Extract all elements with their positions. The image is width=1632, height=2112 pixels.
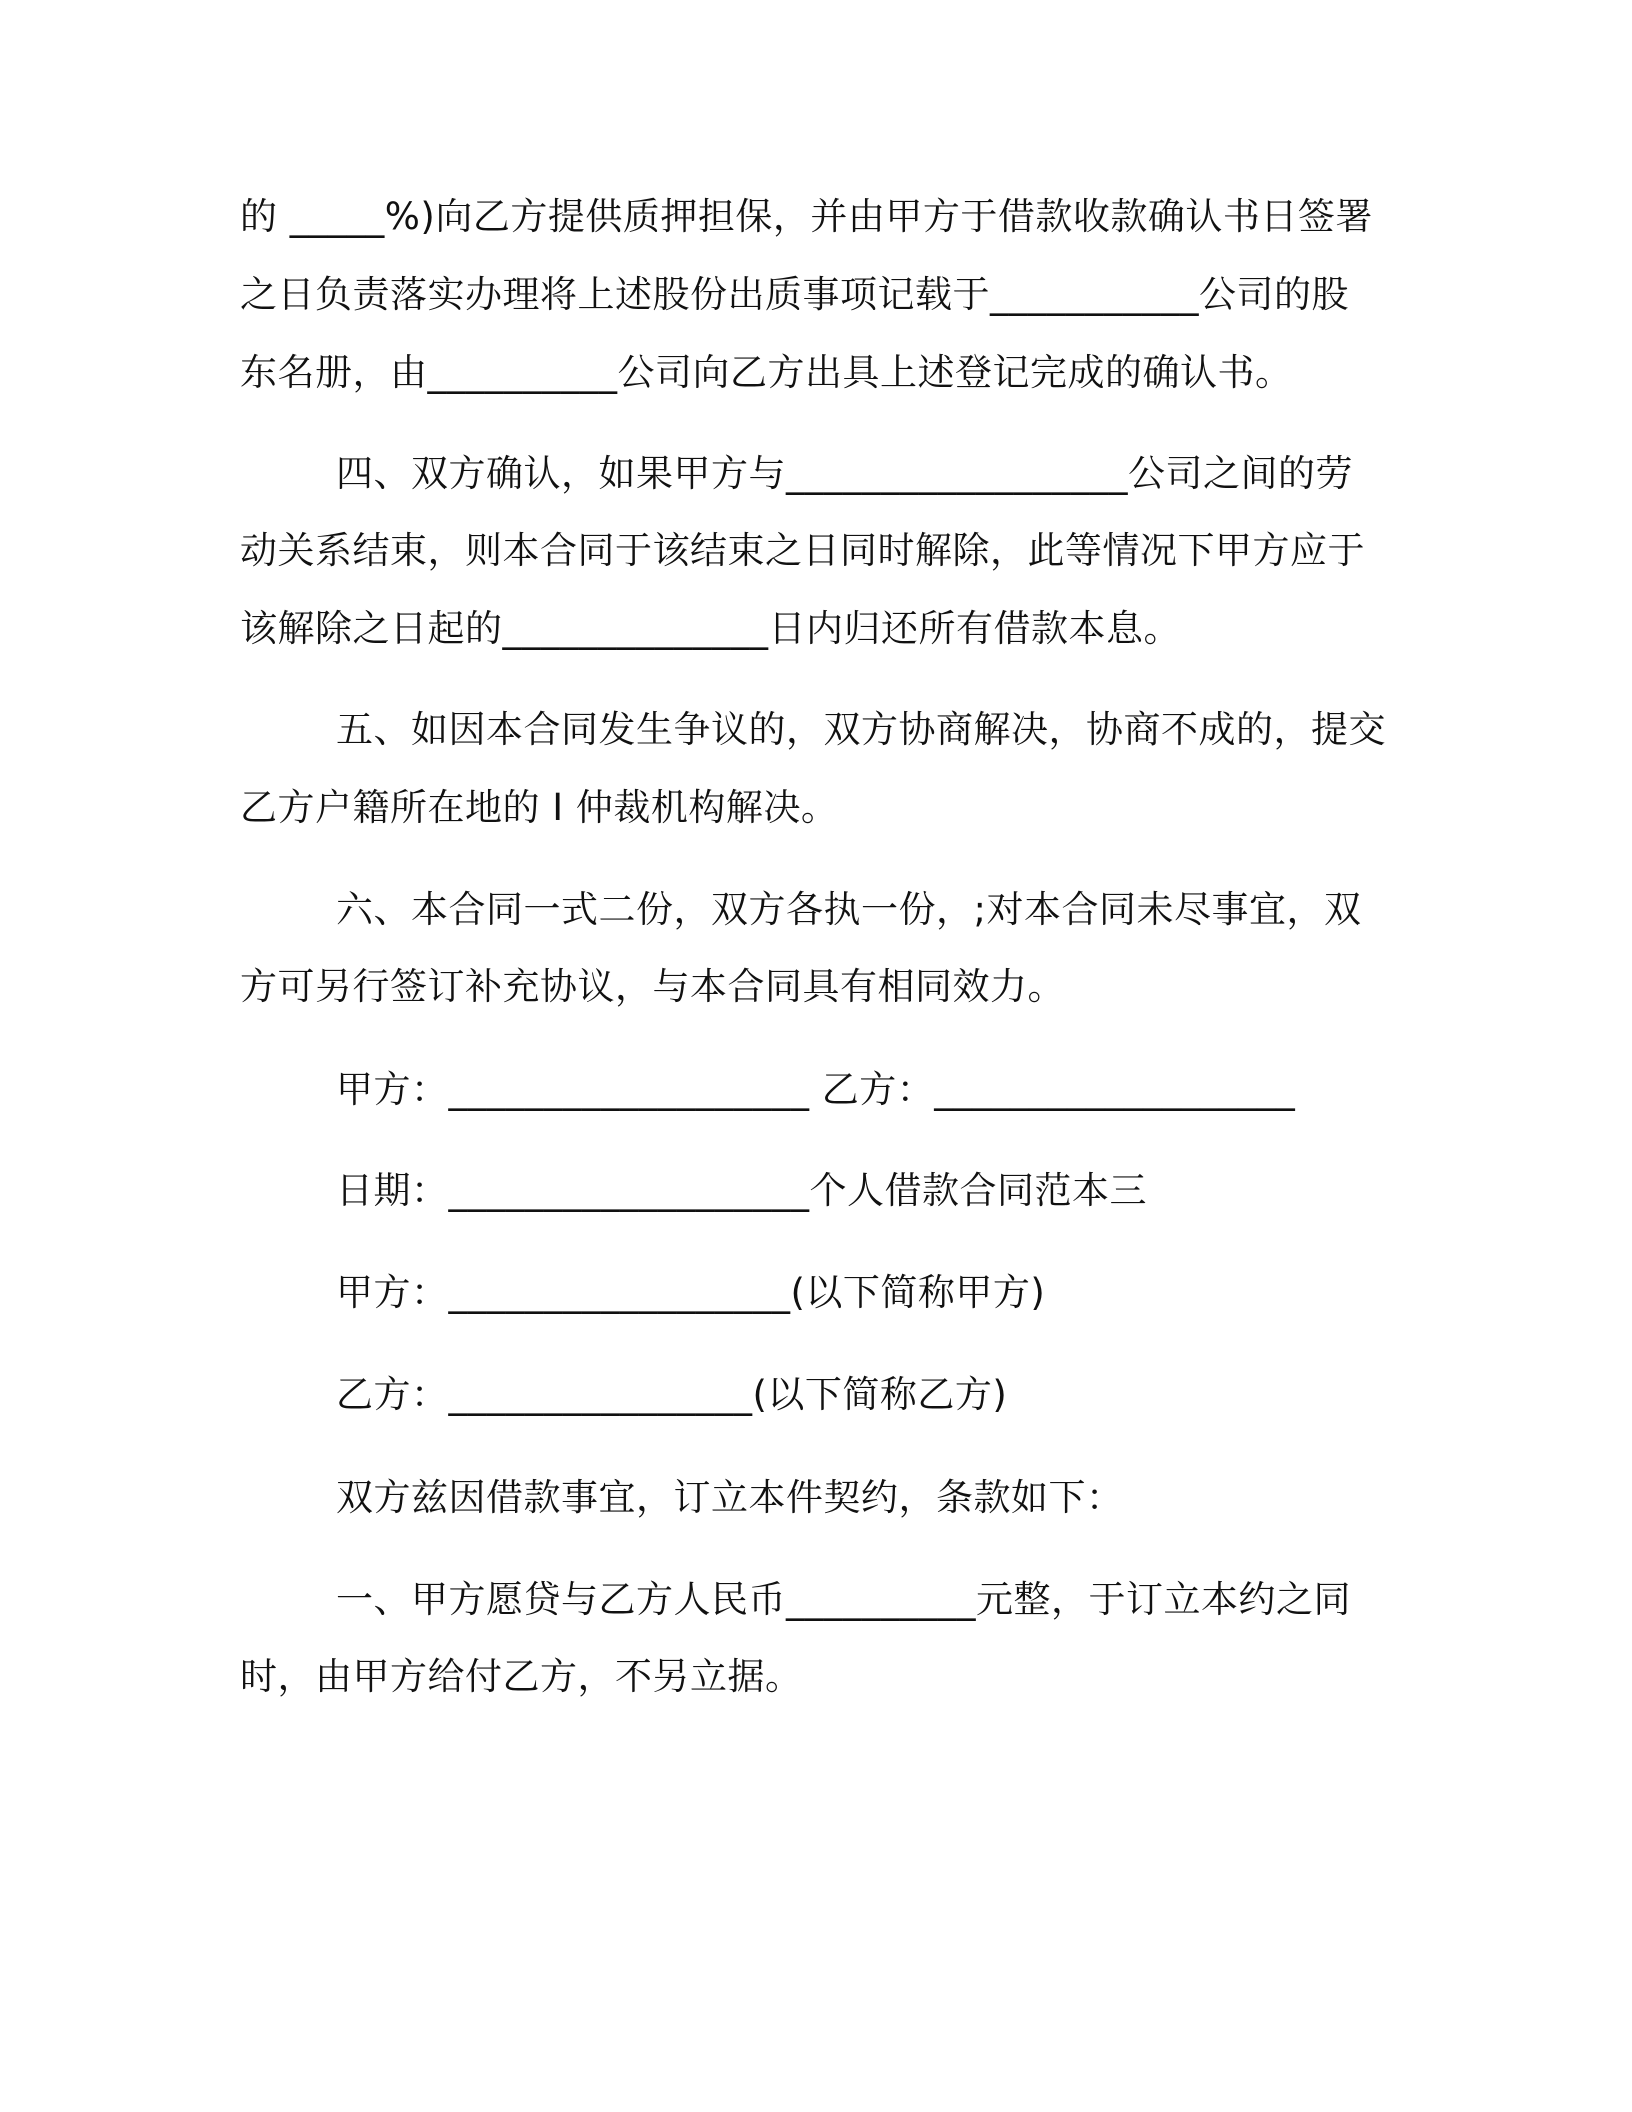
party-b-line: 乙方：________________(以下简称乙方): [336, 1373, 1008, 1416]
clause-5-line-2: 乙方户籍所在地的 I 仲裁机构解决。: [240, 786, 839, 829]
intro-line: 双方兹因借款事宜，订立本件契约，条款如下：: [336, 1476, 1124, 1519]
clause-6-line-1: 六、本合同一式二份，双方各执一份，;对本合同未尽事宜，双: [336, 888, 1362, 931]
date-and-heading: 日期：___________________个人借款合同范本三: [336, 1169, 1147, 1212]
paragraph-3-line-1: 的 _____%)向乙方提供质押担保，并由甲方于借款收款确认书日签署: [240, 195, 1373, 238]
clause-4-line-1: 四、双方确认，如果甲方与__________________公司之间的劳: [336, 452, 1353, 495]
new-clause-1-line-2: 时，由甲方给付乙方，不另立据。: [240, 1655, 803, 1698]
new-clause-1-line-1: 一、甲方愿贷与乙方人民币__________元整，于订立本约之同: [336, 1578, 1351, 1621]
clause-4-line-2: 动关系结束，则本合同于该结束之日同时解除，此等情况下甲方应于: [240, 529, 1365, 572]
clause-6-line-2: 方可另行签订补充协议，与本合同具有相同效力。: [240, 965, 1065, 1008]
clause-4-line-3: 该解除之日起的______________日内归还所有借款本息。: [240, 607, 1181, 650]
signature-parties: 甲方：___________________ 乙方：___________________: [336, 1068, 1296, 1111]
paragraph-3-line-2: 之日负责落实办理将上述股份出质事项记载于___________公司的股: [240, 273, 1349, 316]
clause-5-line-1: 五、如因本合同发生争议的，双方协商解决，协商不成的，提交: [336, 708, 1386, 751]
paragraph-3-line-3: 东名册，由__________公司向乙方出具上述登记完成的确认书。: [240, 351, 1293, 394]
party-a-line: 甲方：__________________(以下简称甲方): [336, 1271, 1046, 1314]
